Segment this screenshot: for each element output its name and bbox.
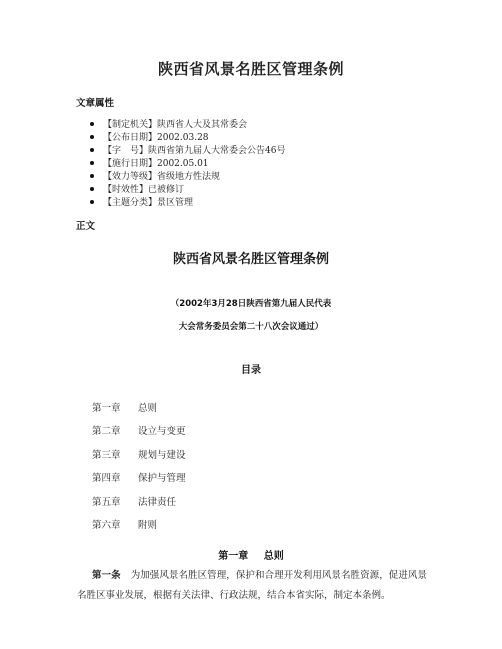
body-label: 正文	[76, 221, 96, 232]
property-text: 【字 号】陕西省第九届人大常委会公告46号	[103, 146, 286, 156]
property-text: 【效力等级】省级地方性法规	[103, 172, 221, 182]
toc-item	[92, 519, 186, 542]
toc-chapter-number: 第五章	[92, 496, 121, 508]
table-of-contents	[92, 402, 186, 542]
property-text: 【施行日期】2002.05.01	[103, 159, 209, 169]
toc-chapter-number: 第一章	[92, 403, 121, 414]
toc-chapter-number: 第二章	[92, 426, 121, 438]
property-item	[90, 143, 285, 156]
toc-chapter-name: 规划与建设	[138, 449, 186, 461]
property-item	[90, 195, 285, 208]
article-label: 第一条	[92, 570, 121, 581]
toc-chapter-number: 第三章	[92, 449, 121, 461]
bullet-icon	[90, 187, 94, 191]
bullet-icon	[90, 200, 94, 204]
toc-heading: 目录	[241, 365, 261, 376]
property-item	[90, 117, 285, 130]
toc-chapter-name: 法律责任	[138, 496, 177, 508]
bullet-icon	[90, 148, 94, 152]
article-1	[77, 566, 427, 606]
toc-item	[92, 425, 186, 448]
toc-item	[92, 449, 186, 472]
bullet-icon	[90, 161, 94, 165]
article-text: 为加强风景名胜区管理，保护和合理开发利用风景名胜资源，促进风景名胜区事业发展，根据有关法律、行政法规，结合本省实际，制定本条例。	[77, 570, 427, 601]
property-text: 【公布日期】2002.03.28	[103, 133, 209, 143]
toc-item	[92, 496, 186, 519]
toc-chapter-name: 总则	[138, 403, 158, 414]
property-text: 【主题分类】景区管理	[103, 198, 194, 208]
bullet-icon	[90, 135, 94, 139]
property-item	[90, 156, 285, 169]
adoption-line-1: （2002年3月28日陕西省第九届人民代表	[170, 299, 332, 309]
toc-item	[92, 472, 186, 495]
toc-chapter-name: 附则	[138, 519, 158, 531]
toc-chapter-number: 第六章	[92, 519, 121, 531]
toc-chapter-name: 设立与变更	[138, 426, 186, 438]
chapter-1-heading: 第一章 总则	[218, 551, 284, 562]
toc-chapter-name: 保护与管理	[138, 473, 186, 485]
properties-list	[90, 117, 285, 208]
bullet-icon	[90, 122, 94, 126]
toc-item	[92, 402, 186, 425]
adoption-line-2: 大会常务委员会第二十八次会议通过）	[178, 322, 324, 332]
law-title: 陕西省风景名胜区管理条例	[172, 252, 329, 267]
property-item	[90, 182, 285, 195]
document-title: 陕西省风景名胜区管理条例	[157, 60, 344, 78]
property-text: 【时效性】已被修订	[103, 185, 185, 195]
property-text: 【制定机关】陕西省人大及其常委会	[103, 120, 248, 130]
bullet-icon	[90, 174, 94, 178]
toc-chapter-number: 第四章	[92, 473, 121, 485]
property-item	[90, 130, 285, 143]
property-item	[90, 169, 285, 182]
properties-label: 文章属性	[76, 98, 115, 109]
